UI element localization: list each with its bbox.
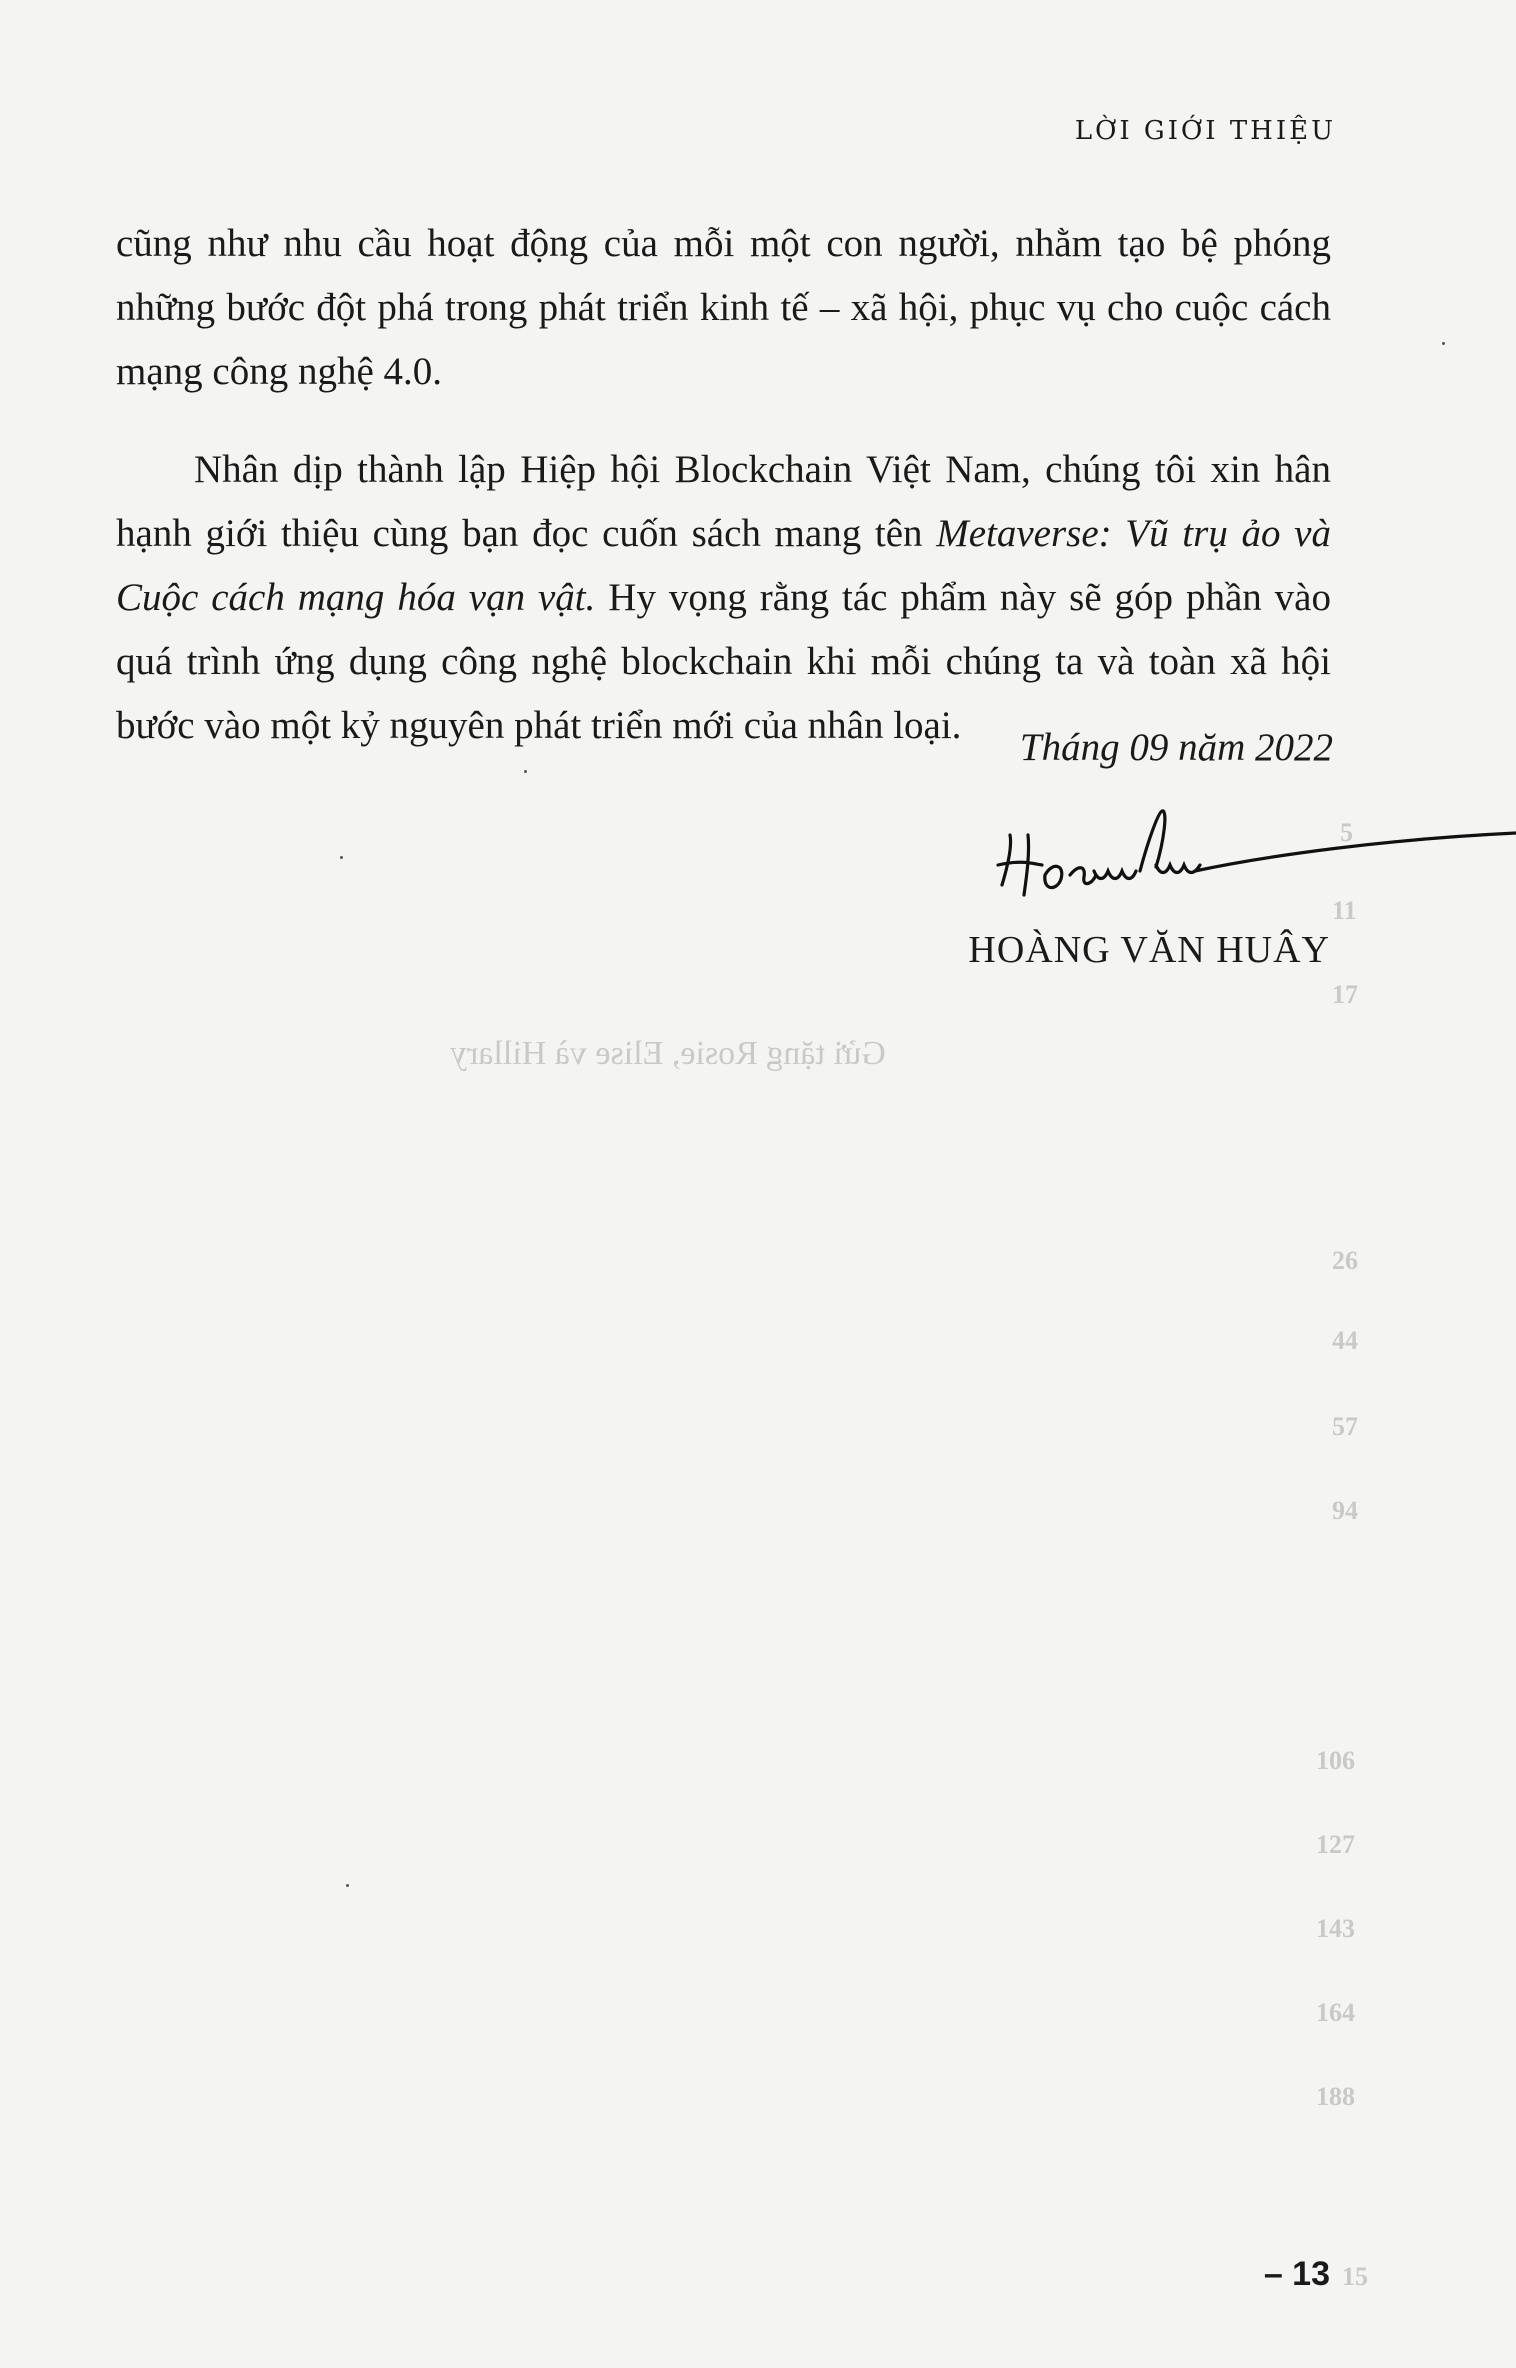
scan-speck (1442, 342, 1445, 345)
running-head: LỜI GIỚI THIỆU (1074, 116, 1336, 146)
bleed-through-number: 5 (1340, 818, 1353, 847)
bleed-through-number: 17 (1332, 980, 1358, 1009)
paragraph-2-start: Nhân dịp thành lập Hiệp hội Blockchain Việt Nam, chúng tôi xin hân hạnh giới thiệu cùng bạn đọc cuốn sách mang tên (116, 448, 1331, 555)
signer-name: HOÀNG VĂN HUÂY (968, 929, 1330, 971)
bleed-through-number: 188 (1316, 2082, 1355, 2111)
scan-speck (524, 770, 527, 773)
page-number: – 13 (1263, 2255, 1330, 2293)
bleed-through-number: 127 (1316, 1830, 1355, 1859)
paragraph-2 (116, 438, 1331, 758)
bleed-through-number: 26 (1332, 1246, 1358, 1275)
bleed-through-number: 106 (1316, 1746, 1355, 1775)
bleed-through-number: 143 (1316, 1914, 1355, 1943)
bleed-through-number: 57 (1332, 1412, 1358, 1441)
bleed-through-number: 94 (1332, 1496, 1358, 1525)
bleed-through-number: 15 (1342, 2262, 1368, 2291)
bleed-through-number: 44 (1332, 1326, 1358, 1355)
bleed-through-number: 164 (1316, 1998, 1355, 2027)
paragraph-2-end: Hy vọng rằng tác phẩm này sẽ góp phần vào quá trình ứng dụng công nghệ blockchain khi mỗi chúng ta và toàn xã hội bước vào một kỷ nguyên phát triển mới của nhân loại. (116, 576, 1331, 747)
bleed-through-dedication: Gửi tặng Rosie, Elise và Hillary (450, 1035, 886, 1072)
book-title: Metaverse: Vũ trụ ảo và Cuộc cách mạng hóa vạn vật. (116, 512, 1331, 619)
scan-speck (346, 1884, 349, 1887)
bleed-through-number: 11 (1332, 896, 1357, 925)
scan-speck (340, 856, 343, 859)
date-line: Tháng 09 năm 2022 (1019, 726, 1333, 769)
body-text (116, 212, 1331, 792)
signature (990, 805, 1516, 925)
paragraph-1: cũng như nhu cầu hoạt động của mỗi một con người, nhằm tạo bệ phóng những bước đột phá trong phát triển kinh tế – xã hội, phục vụ cho cuộc cách mạng công nghệ 4.0. (116, 222, 1331, 393)
